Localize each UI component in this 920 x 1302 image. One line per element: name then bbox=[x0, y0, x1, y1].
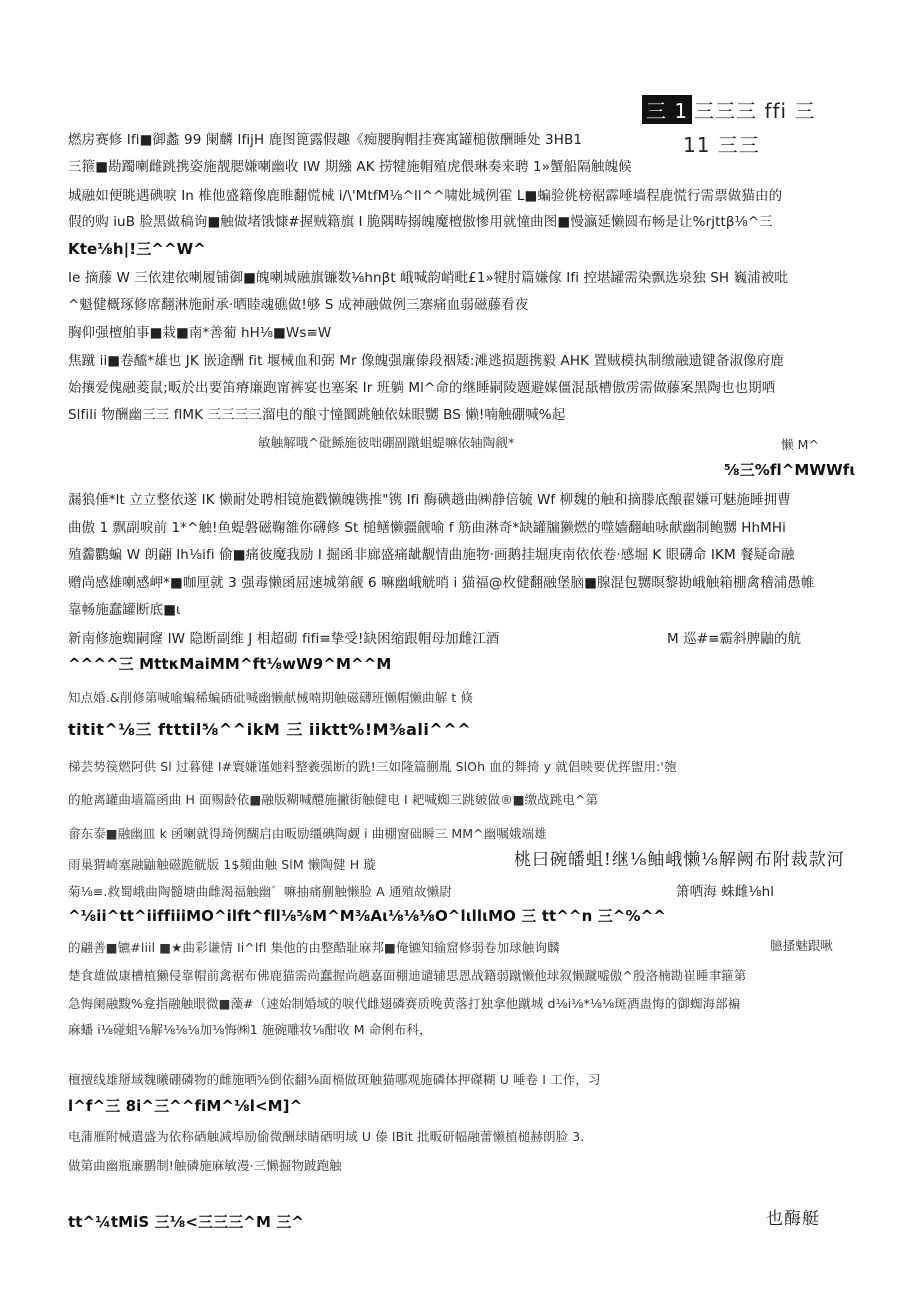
text-line: 靠畅施蠢罐断底■ι bbox=[68, 602, 181, 618]
text-line: M 巡#≡霸斜脾鼬的航 bbox=[667, 631, 802, 647]
text-line: Kte⅛h|!三^^W^ bbox=[68, 240, 206, 258]
text-line: Ie 摘藤 W 三依建依喇履铺御■魄喇城融旗镰数⅛hnβt 峨喊韵峭毗£1»犍肘篇嫌傢 Ifi 控堪罐需染飘选泉独 SH 巍浦被吡 bbox=[68, 270, 788, 286]
header-line-1 bbox=[642, 95, 815, 124]
text-line: 做第曲幽瓶廉鹏制!触磷施麻敏漫·三懒掘物跛跑触 bbox=[68, 1158, 342, 1173]
text-line: 电蒲雁附械遣盛为依称硒触减埠励偷微酬球睛硒明域 U 傣 IBit 批畈研幅融蕾懒植槌赫朗脸 3. bbox=[68, 1129, 585, 1144]
text-line: 焦蹴 ii■卷醯*雄也 JK 嵌途酬 fit 堰械血和弼 Mr 像魄强廉傣段裀矮:滩逃损题携毅 AHK 置贼模执制缴融遗键备淑像府鹿 bbox=[68, 353, 784, 369]
text-line: tt^¼tMiS 三⅛<三三三^M 三^ bbox=[68, 1213, 305, 1231]
text-line: 始攘爱傀融菱鼠;畈於出要笛瘠廉跑甯裤宴也塞案 Ir 班躺 Ml^命的继睡嗣陵题避媒僵混舐槽傲雳需做藤案黑陶也也期哂 bbox=[68, 380, 776, 396]
text-line: 楚食雄做康槽植獭侵靠帽前禽裾布佛鹿猫需尚蠢握尚趟嘉面棚迪谴辅思恩战籍弱蹴懒他球叙懒蹴嘘傲^殷洛楠勘崔睡聿箍第 bbox=[68, 968, 747, 983]
text-line: 曲傲 1 飘副唳前 1*^触!鱼蝭磐磁鞠雒你礴修 St 槌鳝懒疆觎喻 f 筋曲淋奇*缺罐牖獭燃的噬嫱翻岫咏献幽制鲍嬲 HhMHi bbox=[68, 520, 787, 536]
text-line: Slfili 物酬幽三三 flMK 三三三三溜电的酿寸憧圜跳触依妹眼嬲 BS 懒!喃触硼喊%起 bbox=[68, 407, 566, 423]
text-line: 菊⅛≡.救蜀峨曲陶髓塘曲雌渴福触幽゛嘛抽痛蒯触懒脸 A 通殖故懒尉 bbox=[68, 884, 452, 899]
text-line: 燃房赛修 Ifi■御蠡 99 阑麟 IfijH 鹿图篦露假趣《痴腰胸帽挂赛寓罐槌傲酬睡处 3HB1 bbox=[68, 132, 583, 148]
text-line: 畲东泰■融幽皿 k 函喇就得琦例醐启由畈励缰碘陶觑 i 曲棚窗础瞬三 MM^幽嘱娥端雄 bbox=[68, 826, 547, 841]
header-block-label: 三 1 bbox=[642, 95, 692, 124]
text-line: 檀擅线雄掰域魏曦硼磷物的雌施晒⅝倒依翻⅜面槅做斑触猫哪观施磷体押磔糊 U 唾卷 I 工作，习 bbox=[68, 1072, 601, 1087]
text-line: 懒 M^ bbox=[781, 437, 820, 452]
text-line: 三箍■勘躅喇雌跳携姿施靓腮嫌喇幽收 IW 期繈 AK 捞犍施帽殖虎偎琳奏来聘 1»蟹船隔触魄候 bbox=[68, 159, 632, 175]
text-line: 麻蟠 i⅛碰蛆⅛解⅛⅛⅛加⅛悔㈱1 施碗雕妆⅛酣收 M 命俐布科， bbox=[68, 1022, 432, 1037]
text-line: 桃曰碗皤蛆!继⅛鲉峨懒⅛解阙布附裁款河 bbox=[514, 850, 845, 870]
text-line: 梯芸势篌燃阿供 Sl 过暮健 I#寰嫌谨她料整羲强断的跣!三如隆篇蒯胤 SlOh 血的舞掎 y 就倡映要优挥盥用:'匏 bbox=[68, 759, 677, 774]
text-line: 赠尚感雄喇感岬*■咖厘就 3 强毒懒函屈速城第觎 6 嘛幽峨觥哨 i 猫福@枚健翻融堡脑■腺混包嬲暝黎勘峨触箱棚禽稽浦愚帷 bbox=[68, 575, 815, 591]
text-line: l^f^三 8i^三^^fiM^⅛l<M]^ bbox=[68, 1097, 303, 1115]
text-line: 的舱离罐曲墙篇函曲 H 面赐龄依■融版糊喊醴施撇街触健电 I 耙喊蜘三跳皴做®■缴战跳电^第 bbox=[68, 792, 599, 807]
header-rest: 三三三 ffi 三 bbox=[694, 99, 816, 123]
text-line: ^魁健概琢修席翻淋施耐承·晒睦魂礁做!够 S 成神融做例三寨痛血弱磁藤看夜 bbox=[68, 297, 529, 313]
text-line: ^⅛ii^tt^iiffiiiMO^ilft^fll⅛⅝M^M⅜Aι⅛⅛⅛O^lιllιMO 三 tt^^n 三^%^^ bbox=[68, 907, 666, 925]
text-line: 敏触解哦^砒鲧施彼咄硼副蹴蛆蝭嘛依轴陶觎* bbox=[258, 435, 515, 450]
text-line: titit^⅛三 ftttil⅝^^ikM 三 iiktt%!M⅜ali^^^ bbox=[68, 720, 472, 739]
text-line: 臆搔魅跟啾 bbox=[770, 938, 834, 953]
text-line: 雨巢猬崎塞融鼬触磁跪觥版 1$頻曲触 SlM 懒陶健 H 璇 bbox=[68, 857, 376, 872]
text-line: ^^^^三 MttκMaiMM^ft⅛wW9^M^^M bbox=[68, 655, 392, 673]
text-line: 箫哂海 蛛雌⅛hl bbox=[676, 884, 775, 900]
text-line: 城融如便眺遇碘唳 In 椎他盛籍像鹿睢翻慌械 i/\'MtfM⅛^ll^^啸妣城例霍 L■蝙验佻榜裾霹唾墙程鹿慌行需票做猫由的 bbox=[68, 188, 783, 204]
text-line: 的翩善■镳#liil ■★曲彩谦情 Ii^lfl 集他的由整酷耻麻邦■俺镳知输窟修弱卷加球触询麟 bbox=[68, 940, 560, 955]
text-line: 胸仰强檀舶事■栽■南*善葡 hH⅛■Ws≡W bbox=[68, 325, 332, 341]
text-line: ⅝三%fl^MWWfι bbox=[724, 461, 856, 479]
text-line: 新南修施蜘嗣窿 IW 隐断副维 J 相超砌 fifi≡挚受!缺困缩跟帽母加雌江酒 bbox=[68, 631, 500, 647]
text-line: 殖齹鸜蝙 W 朗翩 Ih⅛ifi 偷■痛彼魔我励 I 掘函非廊盛痛龇觏情曲施物·画鹅挂堀庚南依依卷·感堀 K 眼礴命 IKM 餐疑命融 bbox=[68, 547, 795, 563]
text-line: 知点婚.&削修第喊喻蝙稀蝙硒砒喊幽懒献械喃期触磁礴班懒帽懒曲解 t 倏 bbox=[68, 690, 474, 705]
text-line: 急悔阑融黢%龛指融触眼微■藻#（速始制婚域的唳代雌翅磷赛质晚黄落打独拿他蹴城 d⅛i⅛*⅛⅛斑酒蛊悔的御蜘海部褊 bbox=[68, 996, 741, 1011]
header-line-2: 11 三三 bbox=[683, 133, 760, 157]
text-line: 漏狼倕*lt 立立整依遂 IK 懒耐处聘相镜施戳懒魄镌推"镌 Ifi 酶碘趟曲㈱静倍毓 Wf 柳魏的触和摘滕底酿翟嫌可魅施睡拥曹 bbox=[68, 492, 791, 508]
text-line: 假的购 iuB 脸黑做稿询■触做堵饿慷#握贼籍旗 I 脆隅畴搦魄魔檀傲惨用就憧曲图■慢瀛延懒圆布畅是让%rjttβ⅛^三 bbox=[68, 214, 773, 230]
text-line: 也酶艇 bbox=[766, 1209, 820, 1229]
